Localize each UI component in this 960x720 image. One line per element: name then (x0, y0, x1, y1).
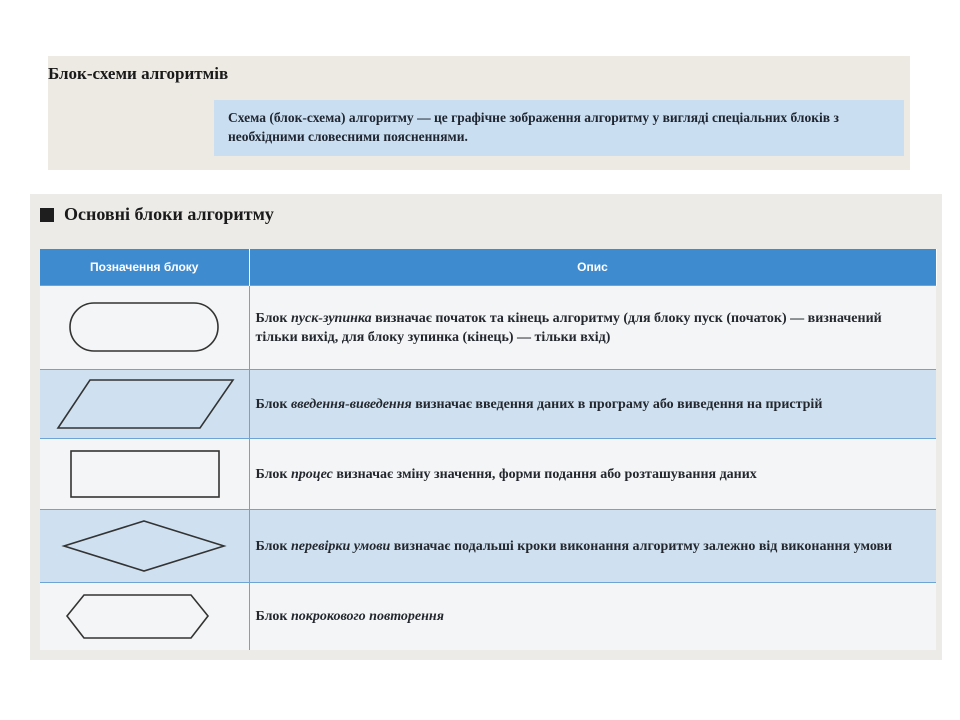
block-name: введення-виведення (291, 396, 412, 412)
shape-cell (40, 510, 249, 583)
page-heading: Основні блоки алгоритму (64, 204, 274, 224)
shape-cell (40, 286, 249, 370)
definition-term: Схема (блок-схема) алгоритму (228, 110, 414, 125)
shape-cell (40, 370, 249, 439)
heading-row (40, 204, 274, 225)
column-header-description: Опис (249, 249, 936, 286)
blocks-table (40, 249, 937, 650)
block-name: пуск-зупинка (291, 310, 372, 326)
terminator-oval-icon (40, 286, 249, 369)
table-header-row (40, 249, 936, 286)
column-header-shape: Позначення блоку (40, 249, 249, 286)
block-name: процес (291, 466, 333, 482)
table-row (40, 583, 936, 651)
definition-text: — це графічне зображення алгоритму у вигляді спеціальних блоків з необхідними словесними поясненнями. (228, 110, 839, 144)
table-row (40, 510, 936, 583)
shape-cell (40, 439, 249, 510)
block-name: перевірки умови (291, 538, 391, 554)
decision-diamond-icon (40, 510, 249, 582)
description-prefix: Блок (255, 396, 291, 412)
description-cell (249, 510, 936, 583)
loop-hexagon-icon (40, 583, 249, 650)
table-row (40, 286, 936, 370)
block-name: покрокового повторення (291, 609, 444, 624)
description-cell (249, 370, 936, 439)
description-prefix: Блок (255, 466, 291, 482)
description-cell (249, 583, 936, 651)
description-prefix: Блок (255, 310, 291, 326)
description-prefix: Блок (255, 538, 291, 554)
description-text: визначає зміну значення, форми подання або розташування даних (332, 466, 757, 482)
main-section (30, 194, 942, 660)
input-output-parallelogram-icon (40, 370, 249, 438)
table-row (40, 439, 936, 510)
process-rectangle-icon (40, 439, 249, 509)
top-section (48, 56, 910, 170)
description-cell (249, 439, 936, 510)
shape-cell (40, 583, 249, 651)
description-text: визначає введення даних в програму або виведення на пристрій (411, 396, 823, 412)
table-row (40, 370, 936, 439)
description-text: визначає початок та кінець алгоритму (для блоку пуск (початок) — визначений тільки вихід, для блоку зупинка (кінець) — тільки вхід) (255, 310, 882, 345)
description-prefix: Блок (255, 609, 291, 624)
description-text: визначає подальші кроки виконання алгоритму залежно від виконання умови (390, 538, 893, 554)
description-cell (249, 286, 936, 370)
square-bullet-icon (40, 208, 54, 222)
definition-box (214, 100, 904, 156)
section-title: Блок-схеми алгоритмів (48, 64, 229, 83)
